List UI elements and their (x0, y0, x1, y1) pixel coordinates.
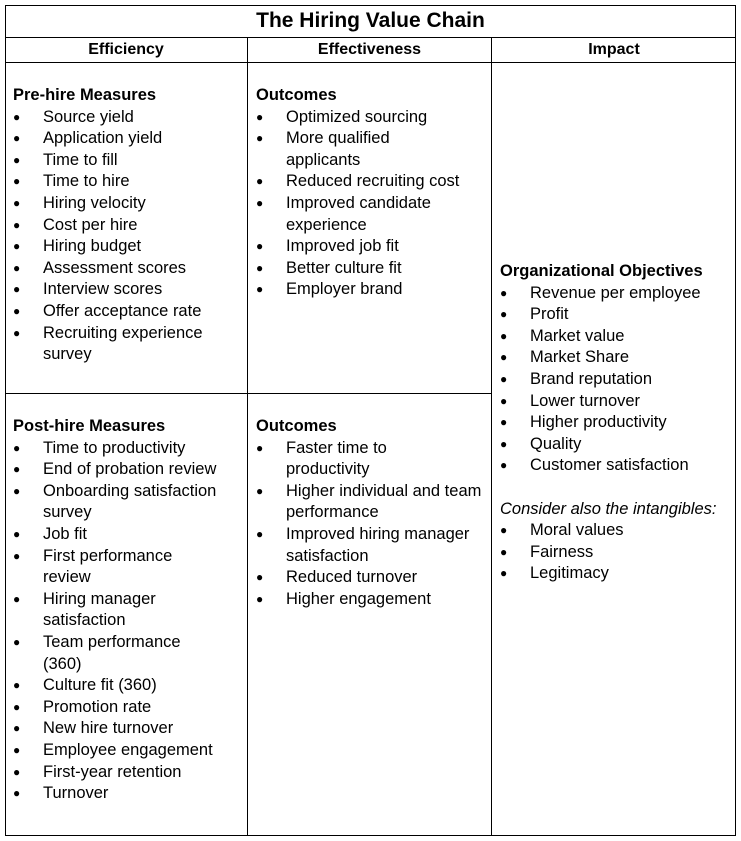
list-item: ● Time to productivity (13, 438, 245, 460)
header-divider (5, 62, 736, 63)
list-item: ● Promotion rate (13, 697, 245, 719)
list-item: ● First performance review (13, 546, 245, 589)
column-divider-1 (247, 37, 248, 836)
list-item: ● New hire turnover (13, 718, 245, 740)
list-item: ● More qualified applicants (256, 128, 488, 171)
list-item: ● Recruiting experience survey (13, 323, 245, 366)
table-title: The Hiring Value Chain (256, 9, 485, 32)
list-item: ● Customer satisfaction (500, 455, 734, 477)
pre-outcomes-heading: Outcomes (256, 86, 337, 104)
list-item: ● Revenue per employee (500, 283, 734, 305)
post-hire-list (13, 438, 245, 805)
pre-post-divider (5, 393, 492, 394)
list-item: ● Market value (500, 326, 734, 348)
list-item: ● Lower turnover (500, 391, 734, 413)
list-item: ● Higher individual and team performance (256, 481, 488, 524)
impact-list (500, 283, 734, 477)
list-item: ● Interview scores (13, 279, 245, 301)
list-item: ● Time to hire (13, 171, 245, 193)
post-hire-heading: Post-hire Measures (13, 417, 166, 435)
column-header-impact: Impact (588, 41, 640, 58)
post-outcomes-heading: Outcomes (256, 417, 337, 435)
list-item: ● Legitimacy (500, 563, 734, 585)
list-item: ● Onboarding satisfaction survey (13, 481, 245, 524)
intangibles-list (500, 520, 734, 585)
list-item: ● Culture fit (360) (13, 675, 245, 697)
pre-hire-heading: Pre-hire Measures (13, 86, 157, 104)
list-item: ● Employer brand (256, 279, 488, 301)
list-item: ● Moral values (500, 520, 734, 542)
list-item: ● Turnover (13, 783, 245, 805)
column-divider-2 (491, 37, 492, 836)
list-item: ● Application yield (13, 128, 245, 150)
impact-cell (500, 261, 734, 585)
list-item: ● Time to fill (13, 150, 245, 172)
post-outcomes-list (256, 438, 488, 611)
list-item: ● Higher productivity (500, 412, 734, 434)
list-item: ● Employee engagement (13, 740, 245, 762)
list-item: ● Fairness (500, 542, 734, 564)
list-item: ● Reduced turnover (256, 567, 488, 589)
pre-outcomes-cell (256, 85, 488, 301)
post-hire-cell (13, 416, 245, 805)
list-item: ● Cost per hire (13, 215, 245, 237)
list-item: ● End of probation review (13, 459, 245, 481)
list-item: ● First-year retention (13, 762, 245, 784)
spacer (500, 477, 734, 499)
post-outcomes-cell (256, 416, 488, 610)
list-item: ● Assessment scores (13, 258, 245, 280)
list-item: ● Hiring velocity (13, 193, 245, 215)
list-item: ● Higher engagement (256, 589, 488, 611)
list-item: ● Profit (500, 304, 734, 326)
list-item: ● Brand reputation (500, 369, 734, 391)
list-item: ● Job fit (13, 524, 245, 546)
pre-outcomes-list (256, 107, 488, 301)
column-header-efficiency: Efficiency (88, 41, 164, 58)
intangibles-heading: Consider also the intangibles: (500, 499, 717, 518)
column-header-effectiveness: Effectiveness (317, 41, 422, 58)
list-item: ● Reduced recruiting cost (256, 171, 488, 193)
list-item: ● Market Share (500, 347, 734, 369)
list-item: ● Hiring manager satisfaction (13, 589, 245, 632)
list-item: ● Hiring budget (13, 236, 245, 258)
list-item: ● Offer acceptance rate (13, 301, 245, 323)
list-item: ● Better culture fit (256, 258, 488, 280)
list-item: ● Improved candidate experience (256, 193, 488, 236)
pre-hire-cell (13, 85, 245, 366)
list-item: ● Improved job fit (256, 236, 488, 258)
list-item: ● Quality (500, 434, 734, 456)
list-item: ● Faster time to productivity (256, 438, 488, 481)
list-item: ● Source yield (13, 107, 245, 129)
list-item: ● Improved hiring manager satisfaction (256, 524, 488, 567)
impact-heading: Organizational Objectives (500, 262, 703, 280)
list-item: ● Team performance (360) (13, 632, 245, 675)
pre-hire-list (13, 107, 245, 366)
list-item: ● Optimized sourcing (256, 107, 488, 129)
